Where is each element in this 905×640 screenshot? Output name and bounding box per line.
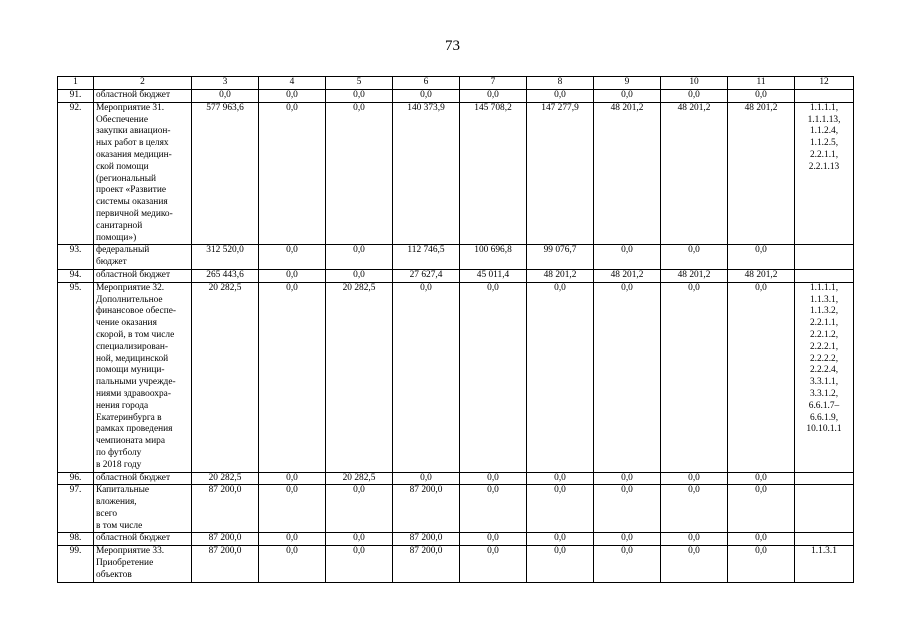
row-name-cell: Мероприятие 31. Обеспечение закупки авиацион- ных работ в целях оказания медицин- ской помощи (региональный проект «Развитие системы оказания первичной медико- санитарной помощи») xyxy=(94,102,192,245)
column-header: 6 xyxy=(393,77,460,90)
reference-cell xyxy=(795,269,854,282)
table-body xyxy=(58,77,854,583)
value-cell: 0,0 xyxy=(594,546,661,582)
value-cell: 0,0 xyxy=(259,269,326,282)
value-cell: 0,0 xyxy=(259,533,326,546)
value-cell: 0,0 xyxy=(728,282,795,472)
value-cell: 0,0 xyxy=(326,269,393,282)
row-name-cell: областной бюджет xyxy=(94,472,192,485)
value-cell: 27 627,4 xyxy=(393,269,460,282)
value-cell: 145 708,2 xyxy=(460,102,527,245)
value-cell: 48 201,2 xyxy=(728,102,795,245)
value-cell: 0,0 xyxy=(393,472,460,485)
budget-table xyxy=(57,76,854,583)
value-cell: 0,0 xyxy=(594,90,661,103)
value-cell: 0,0 xyxy=(594,245,661,270)
reference-cell xyxy=(795,533,854,546)
column-header: 11 xyxy=(728,77,795,90)
reference-cell xyxy=(795,90,854,103)
column-header: 3 xyxy=(192,77,259,90)
value-cell: 0,0 xyxy=(594,282,661,472)
header-row xyxy=(58,77,854,90)
page-number: 73 xyxy=(445,38,460,54)
value-cell: 0,0 xyxy=(326,533,393,546)
value-cell: 0,0 xyxy=(527,546,594,582)
value-cell: 0,0 xyxy=(728,472,795,485)
value-cell: 0,0 xyxy=(527,282,594,472)
row-name-cell: Мероприятие 32. Дополнительное финансовое обеспе- чение оказания скорой, в том числе специализирован- ной, медицинской помощи муници- пальными учрежде- ниями здравоохра- нения города Екатеринбурга в рамках проведения чемпионата мира по футболу в 2018 году xyxy=(94,282,192,472)
value-cell: 0,0 xyxy=(326,90,393,103)
value-cell: 0,0 xyxy=(460,546,527,582)
value-cell: 0,0 xyxy=(527,533,594,546)
row-name-cell: Капитальные вложения, всего в том числе xyxy=(94,485,192,533)
table-row xyxy=(58,485,854,533)
value-cell: 147 277,9 xyxy=(527,102,594,245)
table-row xyxy=(58,245,854,270)
row-name-cell: областной бюджет xyxy=(94,269,192,282)
table-row xyxy=(58,533,854,546)
reference-cell xyxy=(795,245,854,270)
column-header: 1 xyxy=(58,77,94,90)
value-cell: 0,0 xyxy=(460,533,527,546)
table-row xyxy=(58,472,854,485)
value-cell: 0,0 xyxy=(460,90,527,103)
value-cell: 0,0 xyxy=(594,485,661,533)
value-cell: 0,0 xyxy=(728,485,795,533)
table-row xyxy=(58,90,854,103)
reference-cell xyxy=(795,472,854,485)
value-cell: 0,0 xyxy=(259,282,326,472)
value-cell: 0,0 xyxy=(661,533,728,546)
value-cell: 48 201,2 xyxy=(661,102,728,245)
value-cell: 87 200,0 xyxy=(393,485,460,533)
column-header: 5 xyxy=(326,77,393,90)
table-row xyxy=(58,102,854,245)
value-cell: 87 200,0 xyxy=(192,533,259,546)
column-header: 8 xyxy=(527,77,594,90)
value-cell: 45 011,4 xyxy=(460,269,527,282)
row-name-cell: областной бюджет xyxy=(94,90,192,103)
value-cell: 0,0 xyxy=(460,282,527,472)
row-number-cell: 95. xyxy=(58,282,94,472)
value-cell: 20 282,5 xyxy=(192,282,259,472)
value-cell: 265 443,6 xyxy=(192,269,259,282)
value-cell: 0,0 xyxy=(259,546,326,582)
row-number-cell: 91. xyxy=(58,90,94,103)
value-cell: 87 200,0 xyxy=(192,546,259,582)
value-cell: 0,0 xyxy=(527,485,594,533)
column-header: 7 xyxy=(460,77,527,90)
value-cell: 0,0 xyxy=(594,533,661,546)
reference-cell: 1.1.1.1, 1.1.1.13, 1.1.2.4, 1.1.2.5, 2.2.1.1, 2.2.1.13 xyxy=(795,102,854,245)
reference-cell: 1.1.1.1, 1.1.3.1, 1.1.3.2, 2.2.1.1, 2.2.1.2, 2.2.2.1, 2.2.2.2, 2.2.2.4, 3.3.1.1, 3.3.1.2, 6.6.1.7– 6.6.1.9, 10.10.1.1 xyxy=(795,282,854,472)
value-cell: 0,0 xyxy=(259,90,326,103)
value-cell: 0,0 xyxy=(728,546,795,582)
value-cell: 0,0 xyxy=(259,485,326,533)
row-number-cell: 92. xyxy=(58,102,94,245)
table-row xyxy=(58,282,854,472)
value-cell: 0,0 xyxy=(661,485,728,533)
value-cell: 0,0 xyxy=(728,90,795,103)
row-number-cell: 94. xyxy=(58,269,94,282)
row-name-cell: Мероприятие 33. Приобретение объектов xyxy=(94,546,192,582)
value-cell: 0,0 xyxy=(192,90,259,103)
value-cell: 48 201,2 xyxy=(728,269,795,282)
value-cell: 0,0 xyxy=(661,472,728,485)
value-cell: 577 963,6 xyxy=(192,102,259,245)
value-cell: 99 076,7 xyxy=(527,245,594,270)
column-header: 10 xyxy=(661,77,728,90)
value-cell: 0,0 xyxy=(527,90,594,103)
value-cell: 20 282,5 xyxy=(192,472,259,485)
row-number-cell: 99. xyxy=(58,546,94,582)
value-cell: 0,0 xyxy=(661,546,728,582)
value-cell: 0,0 xyxy=(527,472,594,485)
value-cell: 0,0 xyxy=(326,245,393,270)
value-cell: 0,0 xyxy=(326,485,393,533)
row-number-cell: 98. xyxy=(58,533,94,546)
value-cell: 48 201,2 xyxy=(594,102,661,245)
value-cell: 312 520,0 xyxy=(192,245,259,270)
value-cell: 0,0 xyxy=(460,485,527,533)
value-cell: 112 746,5 xyxy=(393,245,460,270)
column-header: 4 xyxy=(259,77,326,90)
value-cell: 87 200,0 xyxy=(393,533,460,546)
row-name-cell: федеральный бюджет xyxy=(94,245,192,270)
value-cell: 0,0 xyxy=(661,245,728,270)
value-cell: 0,0 xyxy=(661,90,728,103)
value-cell: 87 200,0 xyxy=(393,546,460,582)
column-header: 12 xyxy=(795,77,854,90)
value-cell: 0,0 xyxy=(326,102,393,245)
value-cell: 0,0 xyxy=(259,102,326,245)
row-name-cell: областной бюджет xyxy=(94,533,192,546)
row-number-cell: 96. xyxy=(58,472,94,485)
value-cell: 20 282,5 xyxy=(326,282,393,472)
value-cell: 0,0 xyxy=(259,245,326,270)
value-cell: 48 201,2 xyxy=(661,269,728,282)
table-row xyxy=(58,546,854,582)
value-cell: 0,0 xyxy=(259,472,326,485)
value-cell: 100 696,8 xyxy=(460,245,527,270)
column-header: 9 xyxy=(594,77,661,90)
value-cell: 0,0 xyxy=(393,90,460,103)
value-cell: 48 201,2 xyxy=(594,269,661,282)
column-header: 2 xyxy=(94,77,192,90)
value-cell: 48 201,2 xyxy=(527,269,594,282)
value-cell: 0,0 xyxy=(326,546,393,582)
reference-cell: 1.1.3.1 xyxy=(795,546,854,582)
row-number-cell: 97. xyxy=(58,485,94,533)
value-cell: 87 200,0 xyxy=(192,485,259,533)
table-row xyxy=(58,269,854,282)
value-cell: 0,0 xyxy=(728,533,795,546)
reference-cell xyxy=(795,485,854,533)
row-number-cell: 93. xyxy=(58,245,94,270)
value-cell: 0,0 xyxy=(728,245,795,270)
value-cell: 0,0 xyxy=(460,472,527,485)
value-cell: 0,0 xyxy=(393,282,460,472)
value-cell: 0,0 xyxy=(661,282,728,472)
value-cell: 140 373,9 xyxy=(393,102,460,245)
value-cell: 20 282,5 xyxy=(326,472,393,485)
value-cell: 0,0 xyxy=(594,472,661,485)
